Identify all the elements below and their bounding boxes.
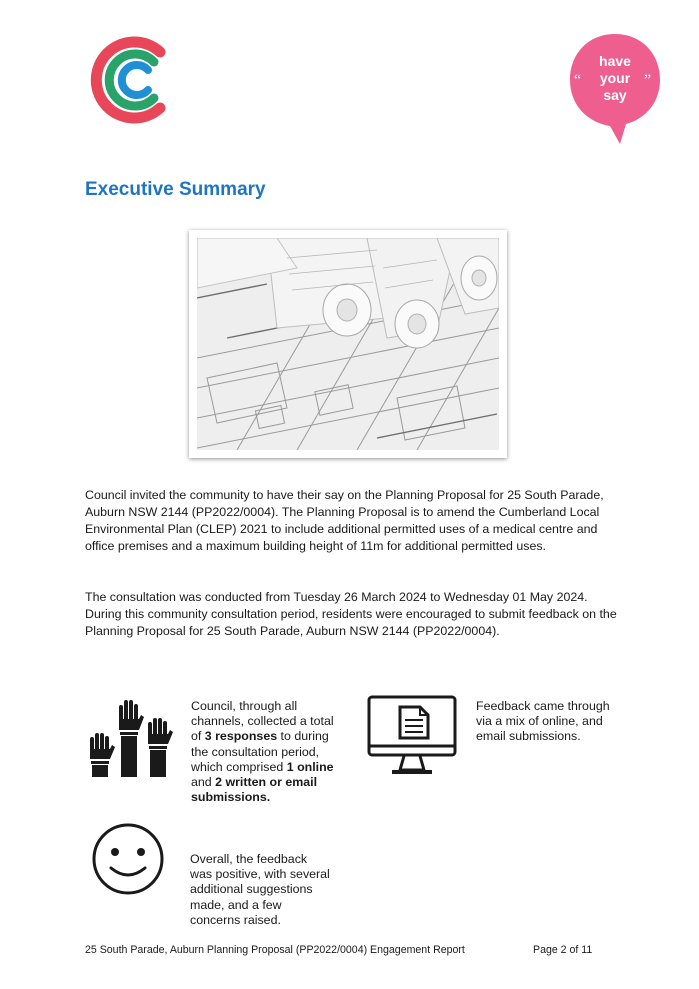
cumberland-c-logo-icon: [90, 34, 178, 126]
sentiment-summary-text: Overall, the feedback was positive, with several additional suggestions made, and a few concerns raised.: [190, 852, 330, 927]
open-quote-icon: “: [574, 72, 582, 89]
close-quote-icon: ”: [644, 72, 652, 89]
have-your-say-line2: your: [599, 70, 631, 86]
have-your-say-logo: [566, 30, 664, 146]
footer-report-title: 25 South Parade, Auburn Planning Proposal (PP2022/0004) Engagement Report: [85, 944, 465, 956]
computer-monitor-document-icon: [366, 694, 458, 778]
summary-paragraph-2: The consultation was conducted from Tuesday 26 March 2024 to Wednesday 01 May 2024. During this community consultation period, residents were encouraged to submit feedback on the Planning Proposal for 25 South Parade, Auburn NSW 2144 (PP2022/0004).: [85, 590, 617, 638]
smiley-face-icon: [91, 822, 165, 896]
have-your-say-line3: say: [603, 87, 627, 103]
responses-summary-text: Council, through all channels, collected a total of 3 responses to during the consultation period, which comprised 1 online and 2 written or email submissions.: [191, 699, 334, 805]
online-count: 1 online: [286, 759, 334, 774]
written-count: 2 written or email submissions.: [191, 775, 318, 805]
channels-summary-text: Feedback came through via a mix of online, and email submissions.: [476, 699, 610, 744]
have-your-say-line1: have: [599, 53, 631, 69]
summary-paragraph-1: Council invited the community to have their say on the Planning Proposal for 25 South Parade, Auburn NSW 2144 (PP2022/0004). The Planning Proposal is to amend the Cumberland Local Environmental Plan (CLEP) 2021 to include additional permitted uses of a medical centre and office premises and a maximum building height of 11m for additional permitted uses.: [85, 488, 604, 553]
page-title: Executive Summary: [85, 179, 266, 200]
responses-count: 3 responses: [204, 729, 278, 744]
architectural-blueprints-image: [197, 238, 499, 450]
footer-page-number: Page 2 of 11: [533, 944, 593, 956]
blueprint-photo-frame: [189, 230, 507, 458]
blueprint-illustration: [197, 238, 499, 450]
raised-hands-icon: [86, 697, 174, 777]
